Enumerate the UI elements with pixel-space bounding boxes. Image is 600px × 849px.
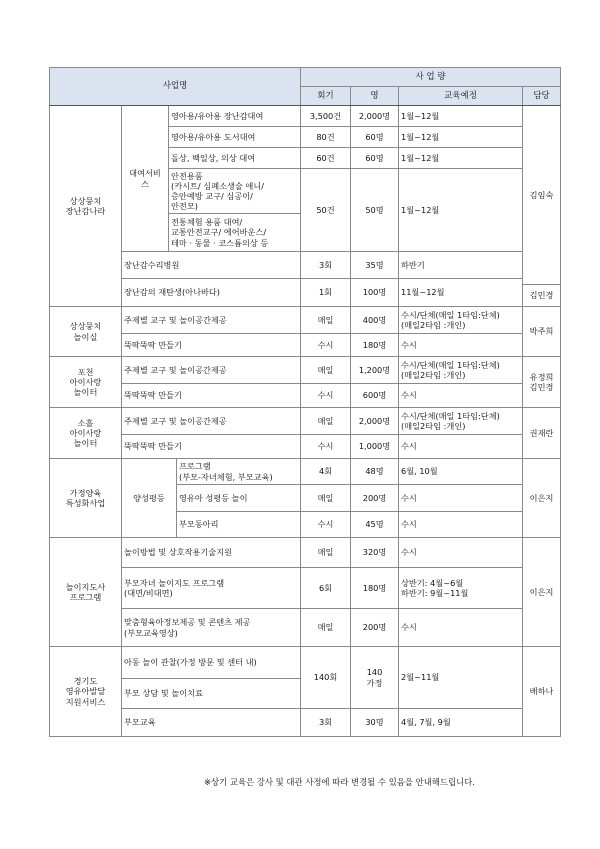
program-item: 주제별 교구 및 놀이공간제공 [122,408,301,435]
group-name: 소흘 아이사랑 놀이터 [50,408,122,459]
sessions-cell: 매일 [301,485,351,512]
program-item: 놀이방법 및 상호작용기술지원 [122,538,301,568]
schedule-cell: 수시 [399,334,523,357]
subgroup-name: 양성평등 [122,459,177,538]
sessions-cell: 80건 [301,127,351,148]
header-volume: 사 업 량 [301,68,561,87]
schedule-cell: 6월, 10월 [399,459,523,485]
people-cell: 1,200명 [351,357,399,384]
schedule-cell: 1월~12월 [399,148,523,169]
people-cell: 60명 [351,148,399,169]
manager-cell: 배하나 [523,647,561,737]
sessions-cell: 수시 [301,384,351,408]
sessions-cell: 3회 [301,709,351,737]
program-item: 부모교육 [122,709,301,737]
sessions-cell: 수시 [301,334,351,357]
header-schedule: 교육예정 [399,87,523,106]
schedule-cell: 4월, 7월, 9월 [399,709,523,737]
sessions-cell: 140회 [301,647,351,709]
people-cell: 600명 [351,384,399,408]
people-cell: 2,000명 [351,408,399,435]
schedule-cell: 2월~11월 [399,647,523,709]
schedule-cell: 1월~12월 [399,169,523,252]
people-cell: 45명 [351,512,399,538]
program-item: 맞춤형육아정보제공 및 콘텐츠 제공 (부모교육영상) [122,609,301,647]
sessions-cell: 매일 [301,609,351,647]
program-item: 주제별 교구 및 놀이공간제공 [122,357,301,384]
program-item: 프로그램 (부모-자녀체험, 부모교육) [177,459,301,485]
program-item: 아동 놀이 관찰(가정 방문 및 센터 내) [122,647,301,679]
people-cell: 1,000명 [351,435,399,459]
people-cell: 200명 [351,485,399,512]
program-item: 뚝딱뚝딱 만들기 [122,334,301,357]
sessions-cell: 수시 [301,512,351,538]
program-item: 부모자녀 놀이지도 프로그램 (대면/비대면) [122,568,301,609]
people-cell: 320명 [351,538,399,568]
sessions-cell: 수시 [301,435,351,459]
manager-cell: 김임숙 [523,106,561,285]
schedule-cell: 하반기 [399,252,523,279]
sessions-cell: 6회 [301,568,351,609]
program-item: 장난감수리병원 [122,252,301,279]
people-cell: 140 가정 [351,647,399,709]
sessions-cell: 매일 [301,538,351,568]
program-item: 장난감의 재탄생(아나바다) [122,279,301,307]
header-manager: 담당 [523,87,561,106]
sessions-cell: 50건 [301,169,351,252]
program-item: 뚝딱뚝딱 만들기 [122,435,301,459]
sessions-cell: 매일 [301,357,351,384]
group-name: 놀이지도사 프로그램 [50,538,122,647]
group-name: 상상뭉치 놀이실 [50,307,122,357]
manager-cell: 이은지 [523,459,561,538]
people-cell: 200명 [351,609,399,647]
people-cell: 100명 [351,279,399,307]
schedule-cell: 수시 [399,538,523,568]
program-item: 뚝딱뚝딱 만들기 [122,384,301,408]
people-cell: 180명 [351,334,399,357]
program-item: 부모동아리 [177,512,301,538]
header-sessions: 회기 [301,87,351,106]
people-cell: 50명 [351,169,399,252]
sessions-cell: 4회 [301,459,351,485]
schedule-cell: 1월~12월 [399,127,523,148]
sessions-cell: 3,500건 [301,106,351,127]
sessions-cell: 1회 [301,279,351,307]
group-name: 경기도 영유아발달 지원서비스 [50,647,122,737]
people-cell: 180명 [351,568,399,609]
sessions-cell: 매일 [301,408,351,435]
schedule-cell: 1월~12월 [399,106,523,127]
manager-cell: 이은지 [523,538,561,647]
sessions-cell: 60건 [301,148,351,169]
manager-cell: 김민경 [523,285,561,307]
people-cell: 48명 [351,459,399,485]
business-plan-table [49,67,561,737]
group-name: 상상뭉치 장난감나라 [50,106,122,307]
manager-cell: 박주희 [523,307,561,357]
group-name: 포천 아이사랑 놀이터 [50,357,122,408]
schedule-cell: 수시 [399,384,523,408]
manager-cell: 권재란 [523,408,561,459]
group-name: 가정양육 특성화사업 [50,459,122,538]
schedule-cell: 수시/단체(매일 1타임:단체) (매일2타임 :개인) [399,357,523,384]
program-item: 영유아 성평등 놀이 [177,485,301,512]
people-cell: 2,000명 [351,106,399,127]
schedule-cell: 수시 [399,609,523,647]
program-item: 영아용/유아용 도서대여 [169,127,301,148]
people-cell: 60명 [351,127,399,148]
program-item: 영아용/유아용 장난감대여 [169,106,301,127]
subgroup-name: 대여서비 스 [122,106,169,252]
sessions-cell: 매일 [301,307,351,334]
people-cell: 400명 [351,307,399,334]
schedule-cell: 수시/단체(매일 1타임:단체) (매일2타임 :개인) [399,307,523,334]
footnote: ※상기 교육은 강사 및 대관 사정에 따라 변경될 수 있음을 안내해드립니다. [204,777,475,787]
people-cell: 30명 [351,709,399,737]
people-cell: 35명 [351,252,399,279]
schedule-cell: 수시 [399,485,523,512]
schedule-cell: 상반기: 4월~6월 하반기: 9월~11월 [399,568,523,609]
program-item: 부모 상담 및 놀이치료 [122,679,301,709]
schedule-cell: 11월~12월 [399,279,523,307]
schedule-cell: 수시/단체(매일 1타임:단체) (매일2타임 :개인) [399,408,523,435]
header-people: 명 [351,87,399,106]
program-item: 전통체험 용품 대여/ 교통안전교구/ 에어바운스/ 테마 · 동물 · 코스튬의상 등 [169,214,301,252]
manager-cell: 유정희 김민경 [523,357,561,408]
program-item: 안전용품 (카시트/ 심폐소생술 애니/ 층안예방 교구/ 심공이/ 안전모) [169,169,301,214]
sessions-cell: 3회 [301,252,351,279]
program-item: 주제별 교구 및 놀이공간제공 [122,307,301,334]
schedule-cell: 수시 [399,435,523,459]
schedule-cell: 수시 [399,512,523,538]
header-business: 사업명 [50,68,301,106]
program-item: 돌상, 백일상, 의상 대여 [169,148,301,169]
